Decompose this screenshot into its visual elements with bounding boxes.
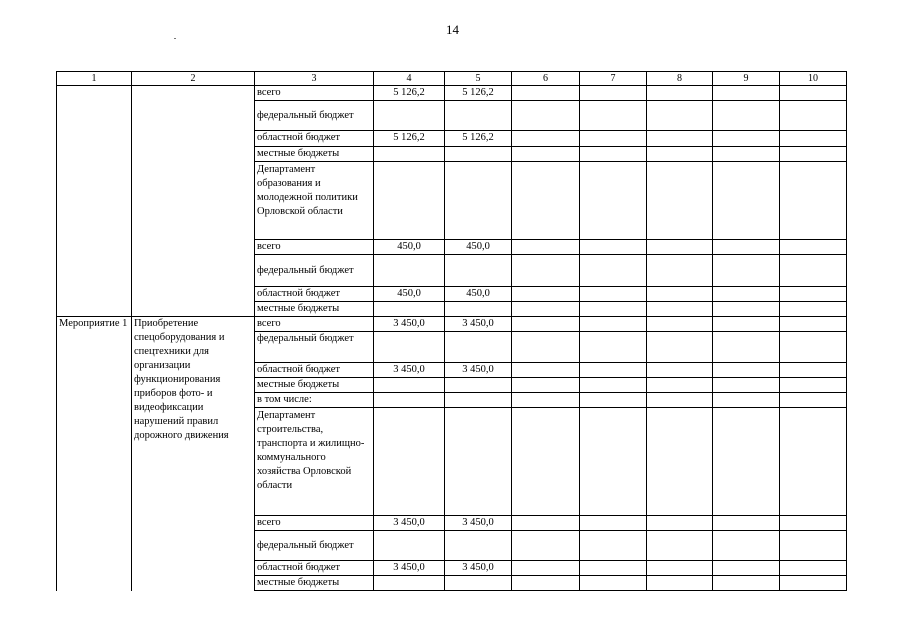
- value-cell: [445, 576, 512, 591]
- budget-table: [56, 71, 847, 591]
- source-cell: областной бюджет: [255, 131, 374, 147]
- value-cell: [445, 332, 512, 363]
- value-cell: [374, 302, 445, 317]
- value-cell: 5 126,2: [445, 86, 512, 101]
- source-cell: местные бюджеты: [255, 147, 374, 162]
- value-cell: [374, 393, 445, 408]
- value-cell: [445, 378, 512, 393]
- header-cell: 4: [374, 72, 445, 86]
- header-cell: 9: [713, 72, 780, 86]
- header-cell: 5: [445, 72, 512, 86]
- value-cell: [445, 101, 512, 131]
- value-cell: [445, 531, 512, 561]
- source-cell: федеральный бюджет: [255, 332, 374, 363]
- source-cell: местные бюджеты: [255, 576, 374, 591]
- value-cell: 3 450,0: [374, 561, 445, 576]
- value-cell: 450,0: [445, 287, 512, 302]
- source-cell: всего: [255, 317, 374, 332]
- value-cell: [445, 408, 512, 516]
- measure-cell: Мероприятие 1: [57, 317, 132, 591]
- source-cell: всего: [255, 516, 374, 531]
- value-cell: 3 450,0: [445, 516, 512, 531]
- value-cell: [374, 408, 445, 516]
- header-cell: 8: [647, 72, 713, 86]
- value-cell: 3 450,0: [374, 516, 445, 531]
- source-cell: областной бюджет: [255, 363, 374, 378]
- value-cell: [374, 101, 445, 131]
- value-cell: 3 450,0: [445, 363, 512, 378]
- header-cell: 7: [580, 72, 647, 86]
- value-cell: 450,0: [445, 240, 512, 255]
- source-cell: федеральный бюджет: [255, 101, 374, 131]
- value-cell: [374, 255, 445, 287]
- table-row: [57, 86, 847, 101]
- header-cell: 2: [132, 72, 255, 86]
- description-cell: Приобретение спецоборудования и спецтехники для организации функционирования приборов фото- и видеофиксации нарушений правил дорожного движения: [132, 317, 255, 591]
- value-cell: [445, 255, 512, 287]
- source-cell: местные бюджеты: [255, 302, 374, 317]
- table-header-row: [57, 72, 847, 86]
- source-cell: в том числе:: [255, 393, 374, 408]
- value-cell: 5 126,2: [374, 86, 445, 101]
- source-cell: федеральный бюджет: [255, 531, 374, 561]
- value-cell: 3 450,0: [374, 363, 445, 378]
- measure-cell-empty: [57, 86, 132, 317]
- value-cell: 3 450,0: [374, 317, 445, 332]
- table-row: [57, 317, 847, 332]
- source-cell: всего: [255, 86, 374, 101]
- value-cell: 5 126,2: [374, 131, 445, 147]
- value-cell: [374, 576, 445, 591]
- value-cell: [374, 162, 445, 240]
- header-cell: 1: [57, 72, 132, 86]
- description-cell-empty: [132, 86, 255, 317]
- value-cell: [445, 147, 512, 162]
- source-cell: местные бюджеты: [255, 378, 374, 393]
- source-cell: областной бюджет: [255, 561, 374, 576]
- scan-speck: [174, 38, 176, 39]
- value-cell: [374, 332, 445, 363]
- department-cell: Департамент строительства, транспорта и жилищно-коммунального хозяйства Орловской области: [255, 408, 374, 516]
- value-cell: 3 450,0: [445, 317, 512, 332]
- header-cell: 6: [512, 72, 580, 86]
- header-cell: 10: [780, 72, 847, 86]
- header-cell: 3: [255, 72, 374, 86]
- value-cell: [374, 378, 445, 393]
- source-cell: федеральный бюджет: [255, 255, 374, 287]
- value-cell: [445, 302, 512, 317]
- value-cell: 450,0: [374, 240, 445, 255]
- value-cell: 5 126,2: [445, 131, 512, 147]
- department-cell: Департамент образования и молодежной политики Орловской области: [255, 162, 374, 240]
- source-cell: областной бюджет: [255, 287, 374, 302]
- source-cell: всего: [255, 240, 374, 255]
- value-cell: [374, 531, 445, 561]
- value-cell: [374, 147, 445, 162]
- value-cell: [445, 393, 512, 408]
- value-cell: 3 450,0: [445, 561, 512, 576]
- value-cell: 450,0: [374, 287, 445, 302]
- page-number: 14: [446, 22, 459, 37]
- value-cell: [445, 162, 512, 240]
